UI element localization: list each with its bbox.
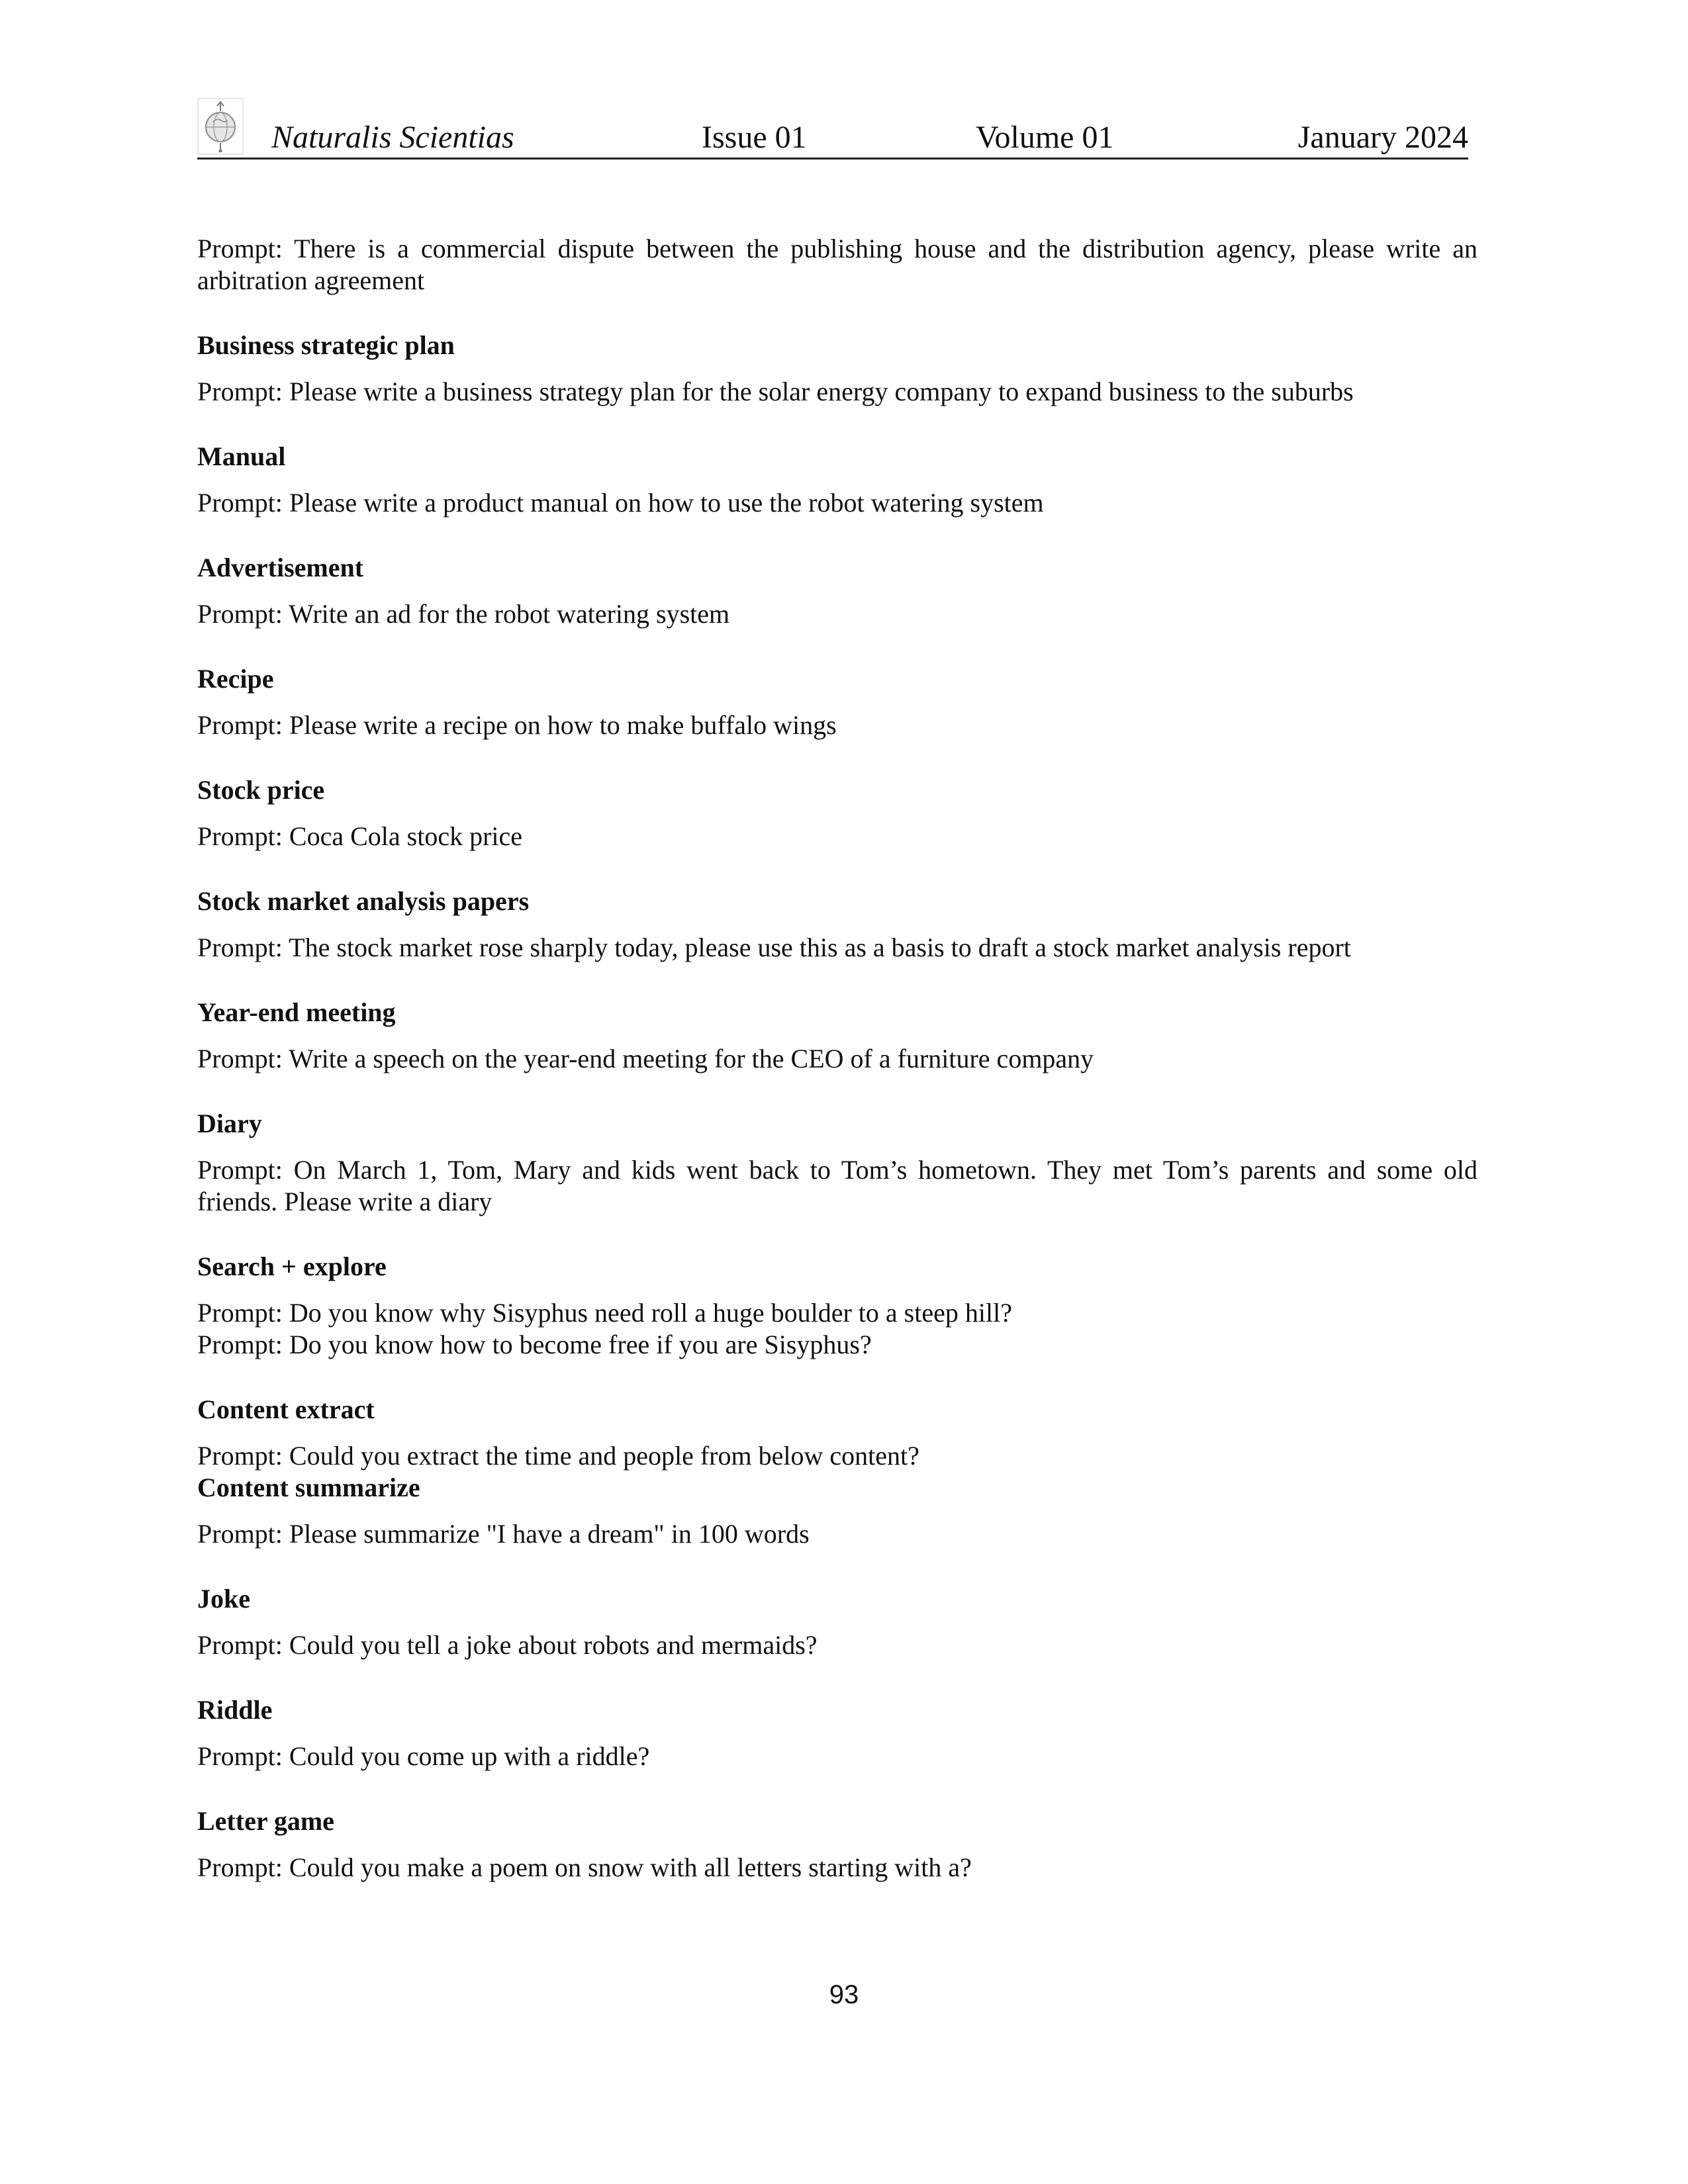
section-letter-game: [197, 1805, 1477, 1884]
section-heading: Riddle: [197, 1695, 273, 1725]
prompt-text: Prompt: Do you know why Sisyphus need roll a huge boulder to a steep hill?: [197, 1298, 1012, 1328]
section-heading: Manual: [197, 441, 286, 471]
prompt-text: Prompt: Could you come up with a riddle?: [197, 1741, 650, 1771]
section-heading: Stock price: [197, 775, 325, 805]
section-advertisement: [197, 552, 1477, 630]
prompt-text: Prompt: The stock market rose sharply today, please use this as a basis to draft a stock market analysis report: [197, 933, 1351, 962]
prompt-text: Prompt: Write an ad for the robot watering system: [197, 599, 730, 629]
prompt-text: Prompt: Please summarize "I have a dream" in 100 words: [197, 1519, 810, 1549]
volume-number: Volume 01: [976, 120, 1114, 155]
globe-logo-icon: [197, 98, 244, 155]
section-heading: Letter game: [197, 1806, 334, 1836]
section-heading: Joke: [197, 1584, 250, 1614]
section-diary: [197, 1108, 1477, 1218]
prompt-text: Prompt: On March 1, Tom, Mary and kids went back to Tom’s hometown. They met Tom’s parents and some old friends. Please write a diary: [197, 1155, 1477, 1216]
prompt-text: Prompt: Please write a product manual on how to use the robot watering system: [197, 488, 1044, 518]
body-content: [197, 233, 1477, 1917]
section-content-summarize: [197, 1472, 1477, 1550]
prompt-text: Prompt: Could you extract the time and people from below content?: [197, 1441, 919, 1471]
section-heading: Business strategic plan: [197, 330, 455, 360]
section-stock-price: [197, 774, 1477, 852]
intro-prompt: Prompt: There is a commercial dispute between the publishing house and the distribution agency, please write an arbitration agreement: [197, 234, 1477, 295]
section-heading: Content summarize: [197, 1473, 420, 1502]
section-search-explore: [197, 1251, 1477, 1361]
issue-number: Issue 01: [702, 120, 807, 155]
section-heading: Diary: [197, 1109, 262, 1138]
prompt-text: Prompt: Could you tell a joke about robots and mermaids?: [197, 1630, 818, 1660]
section-recipe: [197, 663, 1477, 741]
section-heading: Recipe: [197, 664, 274, 694]
prompt-text: Prompt: Write a speech on the year-end meeting for the CEO of a furniture company: [197, 1044, 1094, 1073]
section-stock-market-analysis: [197, 886, 1477, 964]
prompt-text: Prompt: Please write a recipe on how to make buffalo wings: [197, 710, 837, 740]
prompt-text: Prompt: Do you know how to become free if you are Sisyphus?: [197, 1330, 872, 1359]
section-joke: [197, 1583, 1477, 1661]
prompt-text: Prompt: Could you make a poem on snow with all letters starting with a?: [197, 1852, 972, 1882]
journal-title: Naturalis Scientias: [271, 120, 514, 155]
section-riddle: [197, 1694, 1477, 1772]
section-heading: Advertisement: [197, 553, 364, 582]
publication-date: January 2024: [1297, 120, 1468, 155]
running-header: [197, 91, 1468, 159]
section-business-strategic-plan: [197, 330, 1477, 408]
section-heading: Content extract: [197, 1394, 375, 1424]
section-heading: Year-end meeting: [197, 997, 396, 1027]
section-heading: Stock market analysis papers: [197, 886, 530, 916]
section-year-end-meeting: [197, 997, 1477, 1075]
section-heading: Search + explore: [197, 1251, 387, 1281]
prompt-text: Prompt: Please write a business strategy plan for the solar energy company to expand business to the suburbs: [197, 377, 1354, 406]
section-content-extract: [197, 1394, 1477, 1472]
page-number: 93: [829, 1980, 859, 2009]
section-manual: [197, 441, 1477, 519]
prompt-text: Prompt: Coca Cola stock price: [197, 821, 523, 851]
